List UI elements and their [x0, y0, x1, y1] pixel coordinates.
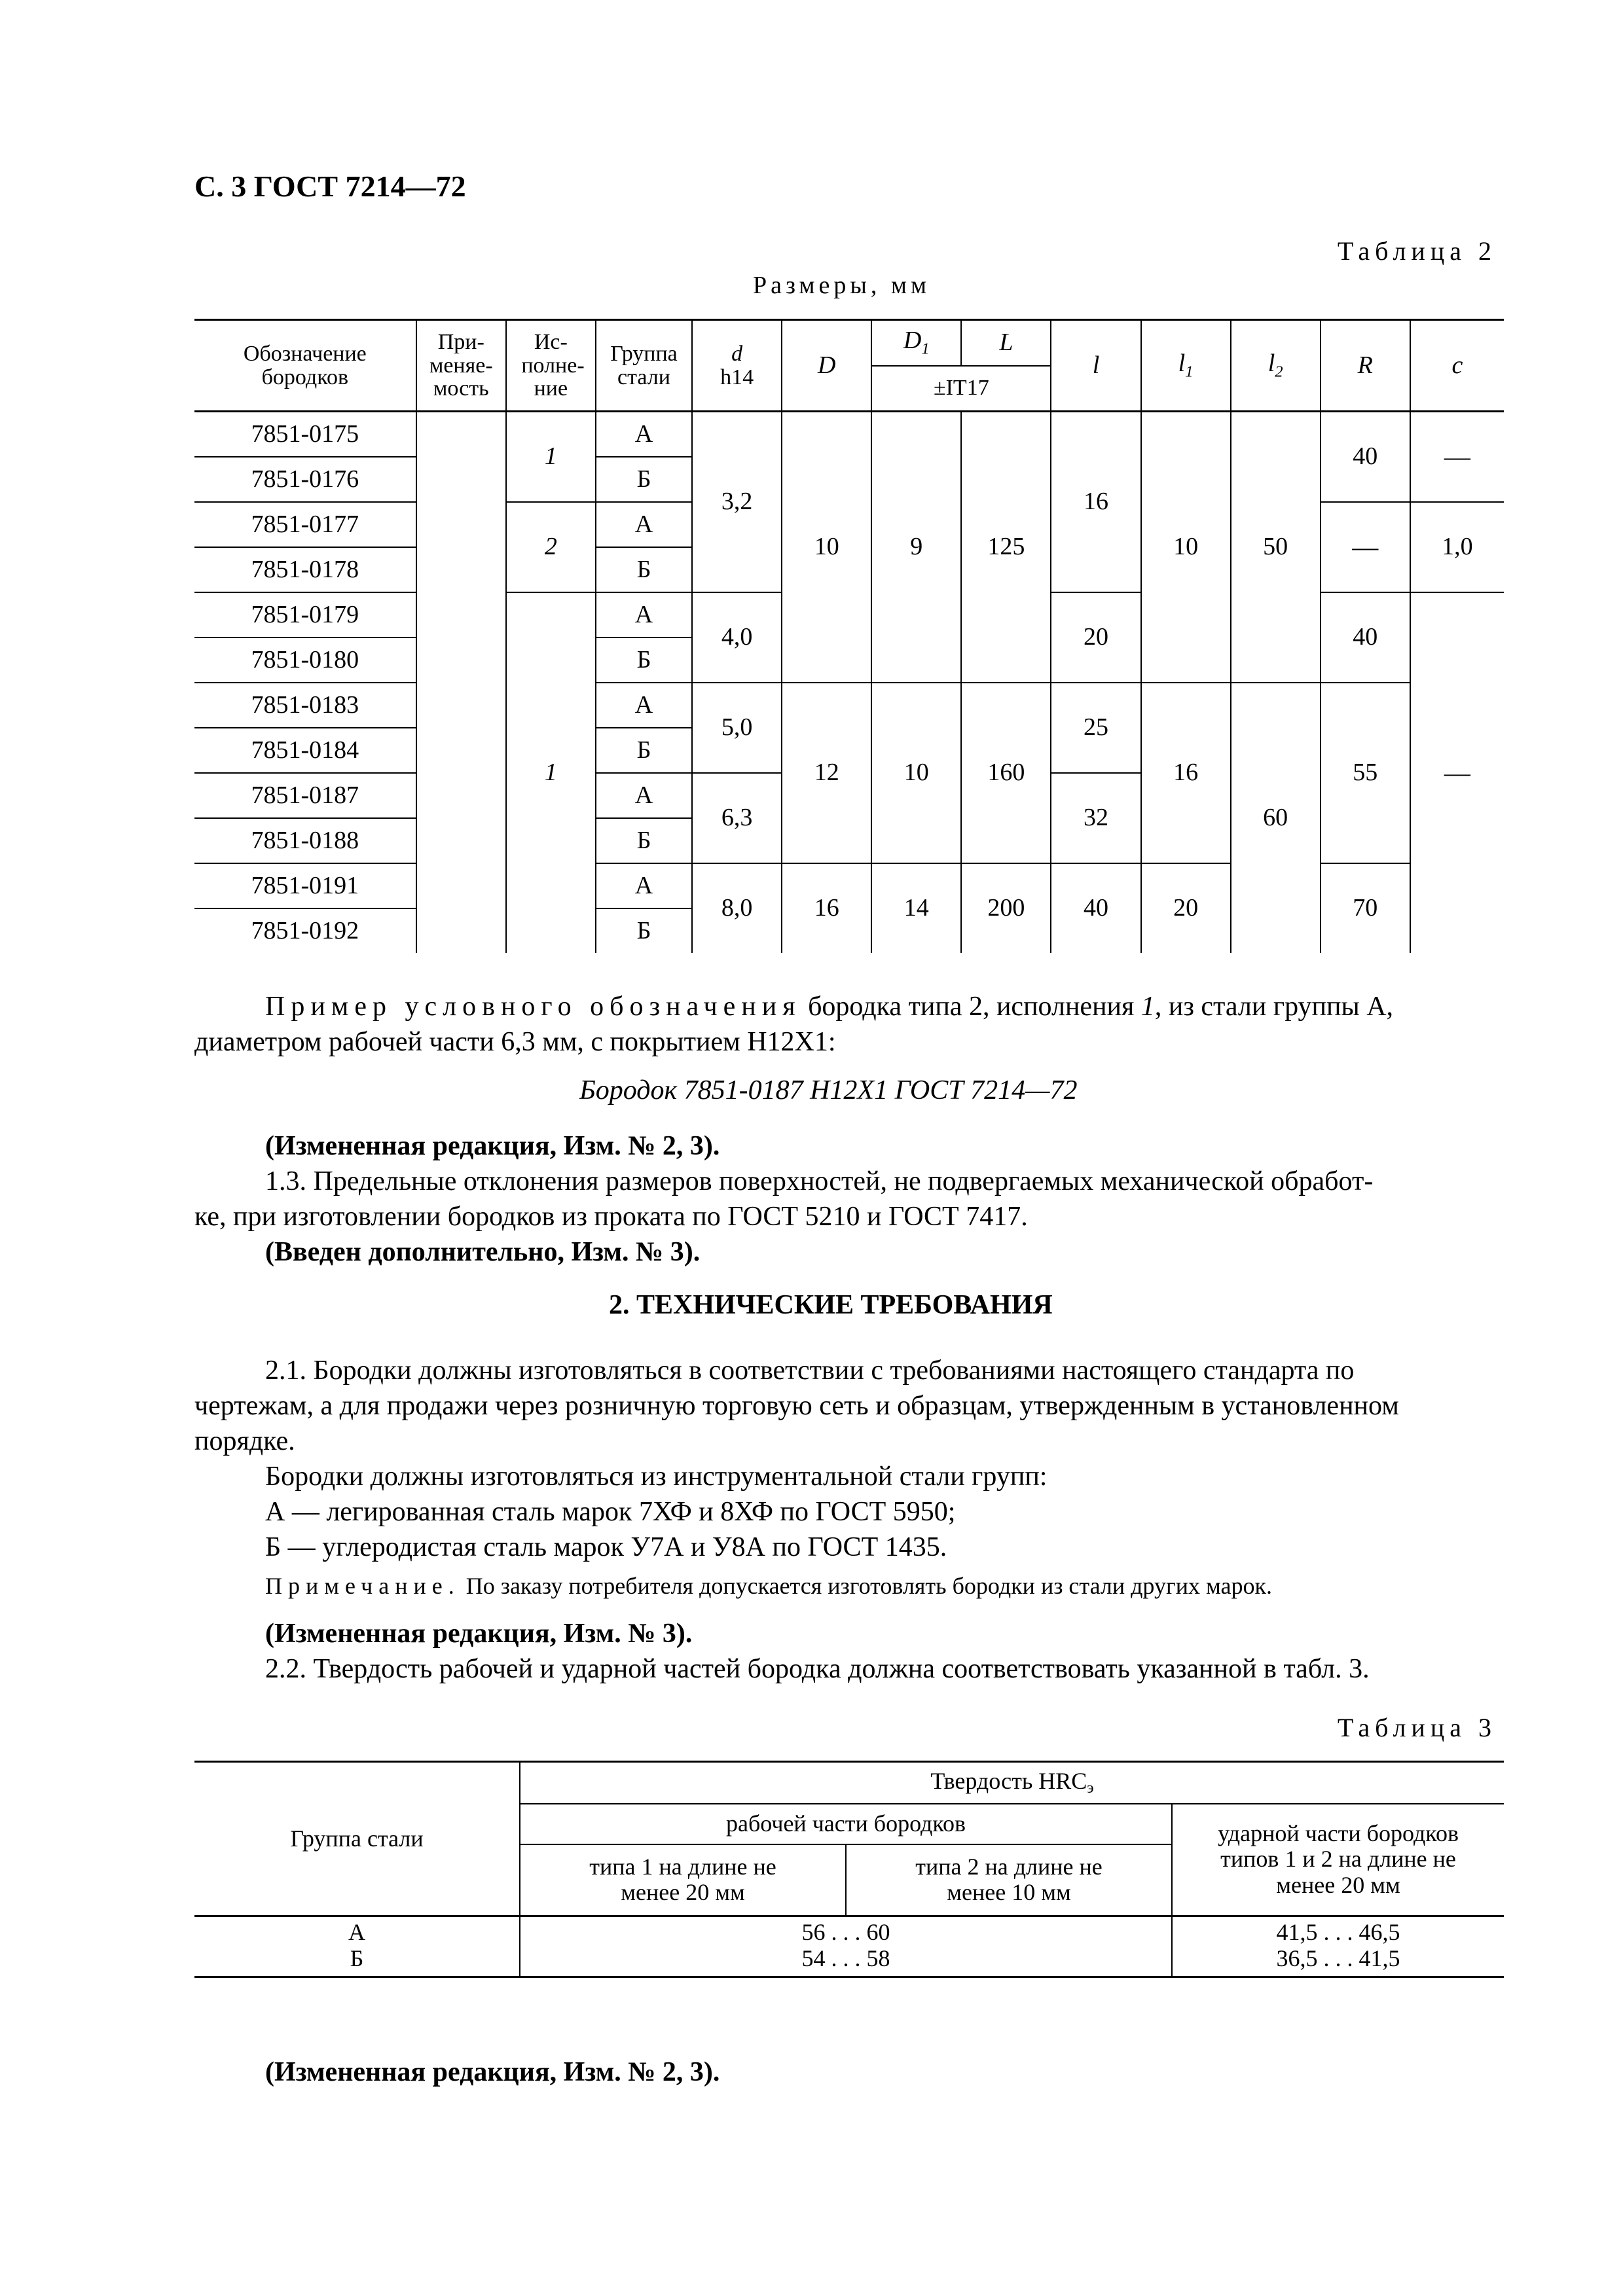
group-cell: А [596, 502, 692, 547]
col-steel-group: Группа стали [194, 1762, 520, 1916]
group-cell: Б [596, 728, 692, 773]
L-cell: 200 [961, 863, 1051, 953]
col-L: L [961, 320, 1051, 366]
table-row-group: А [348, 1918, 365, 1945]
R-cell: — [1321, 502, 1410, 592]
col-l2: $l_2$ [1231, 320, 1321, 412]
table-row-group: Б [194, 1946, 520, 1977]
col-l: l [1051, 320, 1140, 412]
D-cell: 16 [782, 863, 871, 953]
edit-note-1: (Измененная редакция, Изм. № 2, 3). [265, 1131, 720, 1161]
col-working-part: рабочей части бородков [520, 1804, 1172, 1844]
designation-cell: 7851-0187 [194, 773, 416, 818]
paragraph-2-1b-line2: А — легированная сталь марок 7ХФ и 8ХФ по ГОСТ 5950; [265, 1497, 956, 1527]
example-paragraph-line1: Пример условного обозначения бородка типа 2, исполнения 1, из стали группы А, [265, 992, 1394, 1022]
example-paragraph-line2: диаметром рабочей части 6,3 мм, с покрытием Н12Х1: [194, 1027, 836, 1057]
group-cell: А [596, 592, 692, 637]
col-type2: типа 2 на длине не менее 10 мм [846, 1844, 1172, 1916]
l1-cell: 20 [1141, 863, 1231, 953]
l-cell: 25 [1051, 683, 1140, 773]
application-cell [416, 412, 506, 954]
l2-cell: 60 [1231, 683, 1321, 953]
paragraph-2-2: 2.2. Твердость рабочей и ударной частей бородка должна соответствовать указанной в табл. 3. [265, 1654, 1370, 1684]
note: Примечание. По заказу потребителя допускается изготовлять бородки из стали других марок. [265, 1573, 1272, 1599]
R-cell: 40 [1321, 592, 1410, 683]
R-cell: 55 [1321, 683, 1410, 863]
example-designation: Бородок 7851-0187 Н12Х1 ГОСТ 7214—72 [579, 1075, 1078, 1105]
l1-cell: 10 [1141, 412, 1231, 683]
d-cell: 3,2 [692, 412, 782, 593]
table2-sizes-label: Размеры, мм [753, 272, 931, 299]
group-cell: Б [596, 547, 692, 592]
designation-cell: 7851-0176 [194, 457, 416, 502]
l-cell: 16 [1051, 412, 1140, 593]
D-cell: 10 [782, 412, 871, 683]
page-header: С. 3 ГОСТ 7214—72 [194, 170, 466, 203]
designation-cell: 7851-0179 [194, 592, 416, 637]
designation-cell: 7851-0178 [194, 547, 416, 592]
table-row-working: 56 . . . 60 [520, 1916, 1172, 1946]
d-cell: 5,0 [692, 683, 782, 773]
edit-note-2: (Измененная редакция, Изм. № 3). [265, 1619, 693, 1649]
designation-cell: 7851-0177 [194, 502, 416, 547]
L-cell: 125 [961, 412, 1051, 683]
dimensions-table [194, 319, 1504, 953]
table-row-impact: 36,5 . . . 41,5 [1172, 1946, 1504, 1977]
col-D: D [782, 320, 871, 412]
col-hardness: Твердость $HRC_э$ [520, 1762, 1504, 1804]
c-cell: — [1410, 592, 1504, 953]
designation-cell: 7851-0175 [194, 412, 416, 457]
table2-caption: Таблица 2 [1337, 236, 1497, 266]
col-R: R [1321, 320, 1410, 412]
col-steel-group: Группа стали [596, 320, 692, 412]
paragraph-2-1-line1: 2.1. Бородки должны изготовляться в соответствии с требованиями настоящего стандарта по [265, 1355, 1355, 1386]
edit-note-3: (Измененная редакция, Изм. № 2, 3). [265, 2057, 720, 2087]
col-application: При- меняе- мость [416, 320, 506, 412]
paragraph-2-1b-line1: Бородки должны изготовляться из инструментальной стали групп: [265, 1462, 1048, 1492]
col-tolerance: ±IT17 [871, 366, 1051, 412]
paragraph-2-1-line2: чертежам, а для продажи через розничную торговую сеть и образцам, утвержденным в установленном [194, 1391, 1399, 1421]
col-version: Ис- полне- ние [506, 320, 596, 412]
table3-caption: Таблица 3 [1337, 1713, 1497, 1742]
d-cell: 8,0 [692, 863, 782, 953]
section-2-title: 2. ТЕХНИЧЕСКИЕ ТРЕБОВАНИЯ [609, 1290, 1053, 1320]
c-cell: 1,0 [1410, 502, 1504, 592]
paragraph-2-1b-line3: Б — углеродистая сталь марок У7А и У8А по ГОСТ 1435. [265, 1532, 947, 1562]
c-cell: — [1410, 412, 1504, 503]
hardness-table [194, 1761, 1504, 1978]
col-l1: $l_1$ [1141, 320, 1231, 412]
table-row-impact: 41,5 . . . 46,5 [1172, 1916, 1504, 1946]
designation-cell: 7851-0180 [194, 637, 416, 683]
group-cell: А [596, 683, 692, 728]
R-cell: 70 [1321, 863, 1410, 953]
col-designation: Обозначение бородков [194, 320, 416, 412]
group-cell: А [596, 773, 692, 818]
L-cell: 160 [961, 683, 1051, 863]
group-cell: Б [596, 457, 692, 502]
designation-cell: 7851-0188 [194, 818, 416, 863]
group-cell: Б [596, 908, 692, 953]
d-cell: 6,3 [692, 773, 782, 863]
D1-cell: 14 [871, 863, 961, 953]
D1-cell: 10 [871, 683, 961, 863]
table-row-working: 54 . . . 58 [520, 1946, 1172, 1977]
D-cell: 12 [782, 683, 871, 863]
group-cell: Б [596, 818, 692, 863]
col-D1: $D_1$ [871, 320, 961, 366]
l-cell: 32 [1051, 773, 1140, 863]
l1-cell: 16 [1141, 683, 1231, 863]
version-cell: 1 [506, 592, 596, 953]
designation-cell: 7851-0191 [194, 863, 416, 908]
group-cell: А [596, 412, 692, 457]
col-type1: типа 1 на длине не менее 20 мм [520, 1844, 846, 1916]
paragraph-1-3-line1: 1.3. Предельные отклонения размеров поверхностей, не подвергаемых механической обработ- [265, 1166, 1374, 1196]
group-cell: Б [596, 637, 692, 683]
l-cell: 20 [1051, 592, 1140, 683]
col-impact-part: ударной части бородков типов 1 и 2 на длине не менее 20 мм [1172, 1804, 1504, 1916]
l-cell: 40 [1051, 863, 1140, 953]
designation-cell: 7851-0192 [194, 908, 416, 953]
added-note: (Введен дополнительно, Изм. № 3). [265, 1237, 701, 1267]
group-cell: А [596, 863, 692, 908]
version-cell: 1 [506, 412, 596, 503]
designation-cell: 7851-0184 [194, 728, 416, 773]
paragraph-2-1-line3: порядке. [194, 1426, 295, 1456]
paragraph-1-3-line2: ке, при изготовлении бородков из проката по ГОСТ 5210 и ГОСТ 7417. [194, 1202, 1028, 1232]
designation-cell: 7851-0183 [194, 683, 416, 728]
version-cell: 2 [506, 502, 596, 592]
D1-cell: 9 [871, 412, 961, 683]
col-d: d h14 [692, 320, 782, 412]
R-cell: 40 [1321, 412, 1410, 503]
l2-cell: 50 [1231, 412, 1321, 683]
col-c: c [1410, 320, 1504, 412]
d-cell: 4,0 [692, 592, 782, 683]
